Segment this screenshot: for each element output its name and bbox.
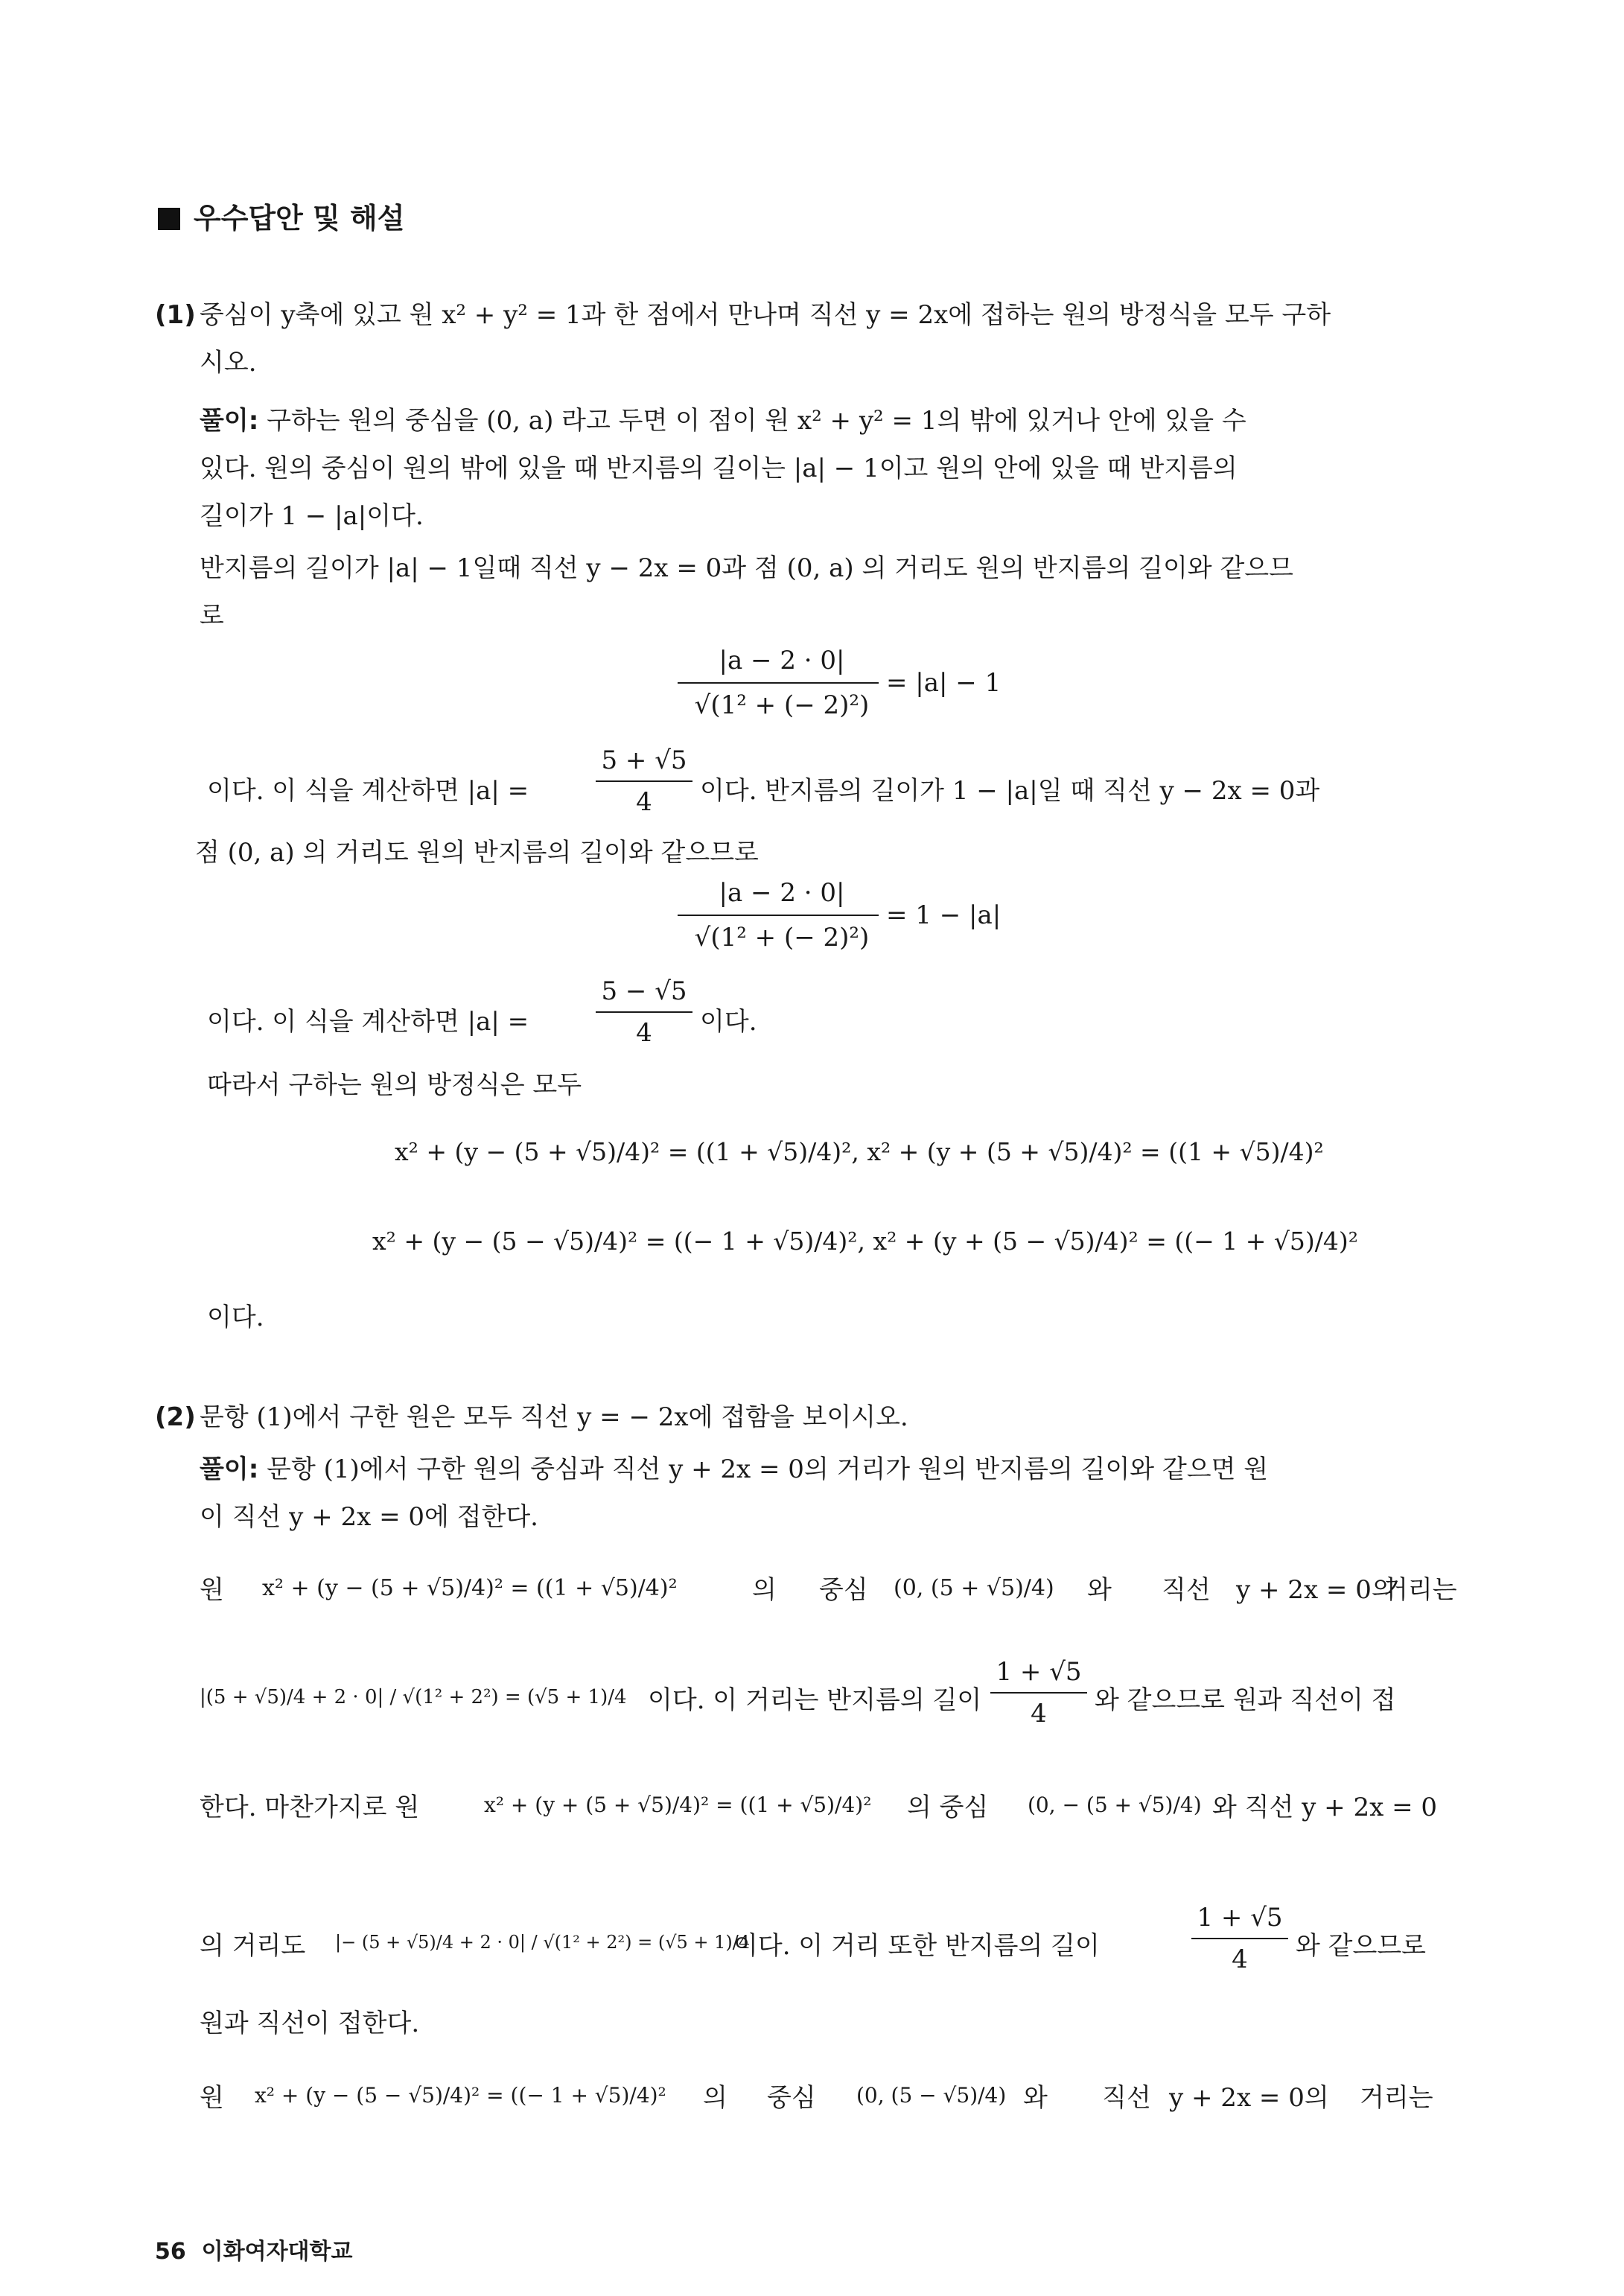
problem1-line8b: 이다.: [700, 1007, 757, 1037]
r1-center: (0, (5 + √5)/4): [894, 1575, 1054, 1601]
r1-e: 직선: [1162, 1575, 1211, 1605]
r3-equation: x² + (y + (5 + √5)/4)² = ((1 + √5)/4)²: [484, 1793, 872, 1817]
solution-label: 풀이:: [200, 406, 259, 436]
fraction-bar: [678, 682, 879, 684]
page-number: 56: [155, 2239, 186, 2265]
problem1-line9: 따라서 구하는 원의 방정식은 모두: [207, 1070, 582, 1100]
square-bullet-icon: [158, 208, 180, 230]
solution-label: 풀이:: [200, 1454, 259, 1484]
problem1-sol-line3: 길이가 1 − |a|이다.: [200, 501, 424, 531]
r1-f: 거리는: [1383, 1575, 1457, 1605]
equation-2: [670, 878, 1002, 968]
fraction-bar: [596, 780, 692, 782]
r1-line: y + 2x = 0의: [1236, 1575, 1396, 1605]
frac-denominator: 4: [1232, 1944, 1248, 1974]
r3-center: (0, − (5 + √5)/4): [1028, 1793, 1202, 1817]
eq2-denominator: √(1² + (− 2)²): [694, 923, 870, 953]
problem1-line7: 점 (0, a) 의 거리도 원의 반지름의 길이와 같으므로: [195, 838, 759, 868]
frac-p8: [596, 976, 692, 1053]
equation-3: x² + (y − (5 + √5)/4)² = ((1 + √5)/4)², x² + (y + (5 + √5)/4)² = ((1 + √5)/4)²: [395, 1137, 1324, 1166]
frac-p6: [596, 745, 692, 822]
r3-a: 한다. 마찬가지로 원: [200, 1793, 420, 1822]
problem2-sol-line2: 이 직선 y + 2x = 0에 접한다.: [200, 1502, 538, 1532]
problem1-sol-line1: [200, 406, 1246, 436]
frac-numerator: 1 + √5: [1197, 1903, 1283, 1933]
r6-c: 중심: [767, 2083, 816, 2113]
frac-denominator: 4: [636, 1018, 652, 1048]
problem1-line6b: 이다. 반지름의 길이가 1 − |a|일 때 직선 y − 2x = 0과: [700, 776, 1320, 806]
eq1-rhs: = |a| − 1: [886, 668, 1002, 698]
frac-numerator: 1 + √5: [996, 1657, 1082, 1687]
frac-r4: [1191, 1905, 1288, 1979]
r5: 원과 직선이 접한다.: [200, 2009, 420, 2038]
r4-b: 이다. 이 거리 또한 반지름의 길이: [733, 1931, 1100, 1961]
problem2-number: (2): [155, 1402, 196, 1432]
problem1-line10: 이다.: [207, 1303, 264, 1332]
r1-d: 와: [1087, 1575, 1112, 1605]
problem1-line6a: 이다. 이 식을 계산하면 |a| =: [207, 776, 529, 806]
fraction-bar: [1191, 1938, 1288, 1939]
problem1-line8a: 이다. 이 식을 계산하면 |a| =: [207, 1007, 529, 1037]
r3-b: 의 중심: [907, 1793, 989, 1822]
problem1-sol-line2: 있다. 원의 중심이 원의 밖에 있을 때 반지름의 길이는 |a| − 1이고 원의 안에 있을 때 반지름의: [200, 454, 1238, 483]
r4-a: 의 거리도: [200, 1931, 306, 1961]
r2-a: 이다. 이 거리는 반지름의 길이: [648, 1685, 982, 1715]
r3-c: 와 직선 y + 2x = 0: [1212, 1793, 1438, 1822]
r6-a: 원: [200, 2083, 224, 2113]
r1-a: 원: [200, 1575, 224, 1605]
problem1-sol-line5: 로: [200, 601, 224, 631]
fraction-bar: [596, 1011, 692, 1013]
sol-text: 문항 (1)에서 구한 원의 중심과 직선 y + 2x = 0의 거리가 원의 반지름의 길이와 같으면 원: [267, 1454, 1269, 1484]
frac-numerator: 5 − √5: [601, 976, 687, 1006]
problem2-sol-line1: [200, 1454, 1269, 1484]
r2-distance: |(5 + √5)/4 + 2 · 0| / √(1² + 2²) = (√5 + 1)/4: [200, 1686, 627, 1708]
r4-distance: |− (5 + √5)/4 + 2 · 0| / √(1² + 2²) = (√5 + 1)/4: [335, 1932, 751, 1953]
sol-text: 구하는 원의 중심을 (0, a) 라고 두면 이 점이 원 x² + y² = 1의 밖에 있거나 안에 있을 수: [267, 406, 1246, 436]
r6-e: 직선: [1102, 2083, 1151, 2113]
r1-equation: x² + (y − (5 + √5)/4)² = ((1 + √5)/4)²: [262, 1575, 678, 1601]
r6-d: 와: [1023, 2083, 1048, 2113]
frac-denominator: 4: [636, 787, 652, 817]
r6-equation: x² + (y − (5 − √5)/4)² = ((− 1 + √5)/4)²: [255, 2083, 666, 2108]
r4-c: 와 같으므로: [1296, 1931, 1427, 1961]
equation-1: [670, 646, 1002, 736]
r6-line: y + 2x = 0의: [1169, 2083, 1329, 2113]
r6-b: 의: [703, 2083, 727, 2113]
section-heading: [158, 195, 404, 236]
problem2-question: 문항 (1)에서 구한 원은 모두 직선 y = − 2x에 접함을 보이시오.: [200, 1402, 908, 1432]
problem1-question-line1: 중심이 y축에 있고 원 x² + y² = 1과 한 점에서 만나며 직선 y = 2x에 접하는 원의 방정식을 모두 구하: [200, 300, 1331, 330]
r1-b: 의: [752, 1575, 777, 1605]
eq1-denominator: √(1² + (− 2)²): [694, 690, 870, 720]
fraction-bar: [678, 915, 879, 916]
equation-4: x² + (y − (5 − √5)/4)² = ((− 1 + √5)/4)², x² + (y + (5 − √5)/4)² = ((− 1 + √5)/4)²: [372, 1227, 1358, 1256]
page-footer: [155, 2233, 353, 2265]
problem1-sol-line4: 반지름의 길이가 |a| − 1일때 직선 y − 2x = 0과 점 (0, a) 의 거리도 원의 반지름의 길이와 같으므: [200, 553, 1293, 583]
eq2-rhs: = 1 − |a|: [886, 900, 1002, 930]
section-title: 우수답안 및 해설: [194, 202, 405, 235]
frac-r2: [990, 1659, 1087, 1734]
eq2-numerator: |a − 2 · 0|: [719, 878, 845, 908]
r6-center: (0, (5 − √5)/4): [856, 2083, 1007, 2108]
fraction-bar: [990, 1692, 1087, 1694]
r1-c: 중심: [819, 1575, 868, 1605]
r6-f: 거리는: [1360, 2083, 1433, 2113]
frac-denominator: 4: [1031, 1699, 1047, 1729]
frac-numerator: 5 + √5: [601, 745, 687, 775]
r2-b: 와 같으므로 원과 직선이 접: [1095, 1685, 1396, 1715]
eq1-numerator: |a − 2 · 0|: [719, 646, 845, 675]
problem1-number: (1): [155, 300, 196, 330]
university-name: 이화여자대학교: [201, 2239, 353, 2265]
problem1-question-line2: 시오.: [200, 348, 257, 378]
